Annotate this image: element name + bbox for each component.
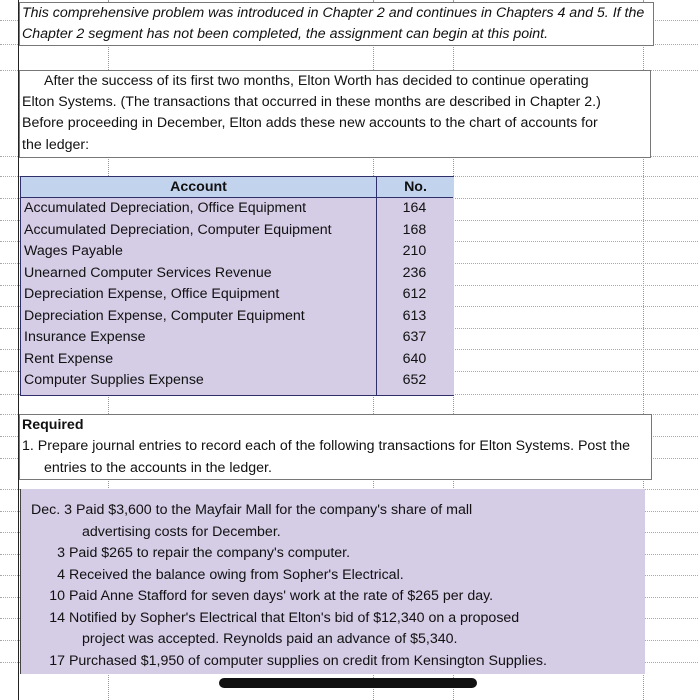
account-name: Insurance Expense bbox=[24, 329, 146, 345]
paragraph-line-3: Before proceeding in December, Elton adds these new accounts to the chart of accounts for bbox=[22, 115, 598, 131]
paragraph-line-2: Elton Systems. (The transactions that occurred in these months are described in Chapter 2.) bbox=[22, 94, 601, 110]
table-row bbox=[21, 370, 453, 392]
account-number: 637 bbox=[402, 329, 427, 345]
transaction-text: Purchased $1,950 of computer supplies on credit from Kensington Supplies. bbox=[68, 653, 547, 669]
account-number: 168 bbox=[402, 221, 427, 238]
account-name: Unearned Computer Services Revenue bbox=[24, 264, 272, 281]
transaction-day: 14 bbox=[49, 610, 65, 626]
transaction-text: Received the balance owing from Sopher's Electrical. bbox=[68, 567, 404, 583]
account-number: 612 bbox=[402, 286, 427, 302]
transaction-text: Notified by Sopher's Electrical that Elton's bid of $12,340 on a proposed bbox=[68, 610, 520, 626]
transaction-row bbox=[31, 500, 472, 522]
table-row bbox=[21, 263, 453, 285]
required-item-1-line-1: 1. Prepare journal entries to record each of the following transactions for Elton Systems. Post the bbox=[22, 438, 631, 454]
intro-line-2: Chapter 2 segment has not been completed, the assignment can begin at this point. bbox=[22, 26, 549, 42]
transaction-continuation: advertising costs for December. bbox=[82, 524, 281, 540]
month-label: Dec. bbox=[31, 502, 61, 518]
transaction-day: 10 bbox=[49, 588, 65, 604]
account-number: 640 bbox=[402, 350, 427, 367]
table-row bbox=[21, 349, 453, 371]
account-number: 210 bbox=[402, 243, 427, 259]
transaction-row bbox=[43, 608, 519, 630]
required-heading: Required bbox=[22, 417, 84, 433]
transaction-day: 3 bbox=[57, 545, 65, 561]
paragraph-line-1: After the success of its first two months, Elton Worth has decided to continue operating bbox=[44, 73, 589, 89]
table-row bbox=[21, 327, 453, 349]
header-account: Account bbox=[170, 179, 227, 195]
horizontal-scrollbar[interactable] bbox=[219, 678, 477, 688]
account-name: Computer Supplies Expense bbox=[24, 372, 204, 388]
account-name: Accumulated Depreciation, Computer Equipment bbox=[24, 221, 332, 238]
transaction-day: 4 bbox=[57, 567, 65, 583]
account-number: 236 bbox=[402, 264, 427, 281]
transaction-row bbox=[43, 565, 404, 587]
required-item-1-line-2: entries to the accounts in the ledger. bbox=[44, 460, 272, 476]
intro-line-1: This comprehensive problem was introduced in Chapter 2 and continues in Chapters 4 and 5. If the bbox=[22, 5, 645, 21]
table-row bbox=[21, 306, 453, 328]
table-header bbox=[21, 177, 453, 198]
transaction-text: Paid $265 to repair the company's computer. bbox=[68, 545, 351, 561]
transaction-text: Paid $3,600 to the Mayfair Mall for the company's share of mall bbox=[75, 502, 473, 518]
account-name: Depreciation Expense, Computer Equipment bbox=[24, 307, 305, 324]
account-name: Depreciation Expense, Office Equipment bbox=[24, 286, 280, 302]
account-number: 164 bbox=[402, 200, 427, 216]
account-name: Rent Expense bbox=[24, 350, 114, 367]
transaction-text: Paid Anne Stafford for seven days' work at the rate of $265 per day. bbox=[68, 588, 494, 604]
account-name: Wages Payable bbox=[24, 243, 123, 259]
table-row bbox=[21, 284, 453, 306]
account-name: Accumulated Depreciation, Office Equipment bbox=[24, 200, 307, 216]
account-number: 652 bbox=[402, 372, 427, 388]
header-no: No. bbox=[376, 177, 454, 197]
account-number: 613 bbox=[402, 307, 427, 324]
transaction-row bbox=[43, 543, 350, 565]
transaction-row bbox=[43, 586, 493, 608]
transactions-block bbox=[20, 489, 645, 674]
table-row bbox=[21, 198, 453, 220]
transaction-continuation: project was accepted. Reynolds paid an advance of $5,340. bbox=[82, 631, 458, 647]
table-row bbox=[21, 220, 453, 242]
transaction-day: 17 bbox=[49, 653, 65, 669]
transaction-day: 3 bbox=[64, 502, 73, 518]
accounts-table bbox=[20, 176, 454, 396]
table-row bbox=[21, 241, 453, 263]
paragraph-line-4: the ledger: bbox=[22, 137, 90, 153]
transaction-row bbox=[43, 651, 547, 673]
